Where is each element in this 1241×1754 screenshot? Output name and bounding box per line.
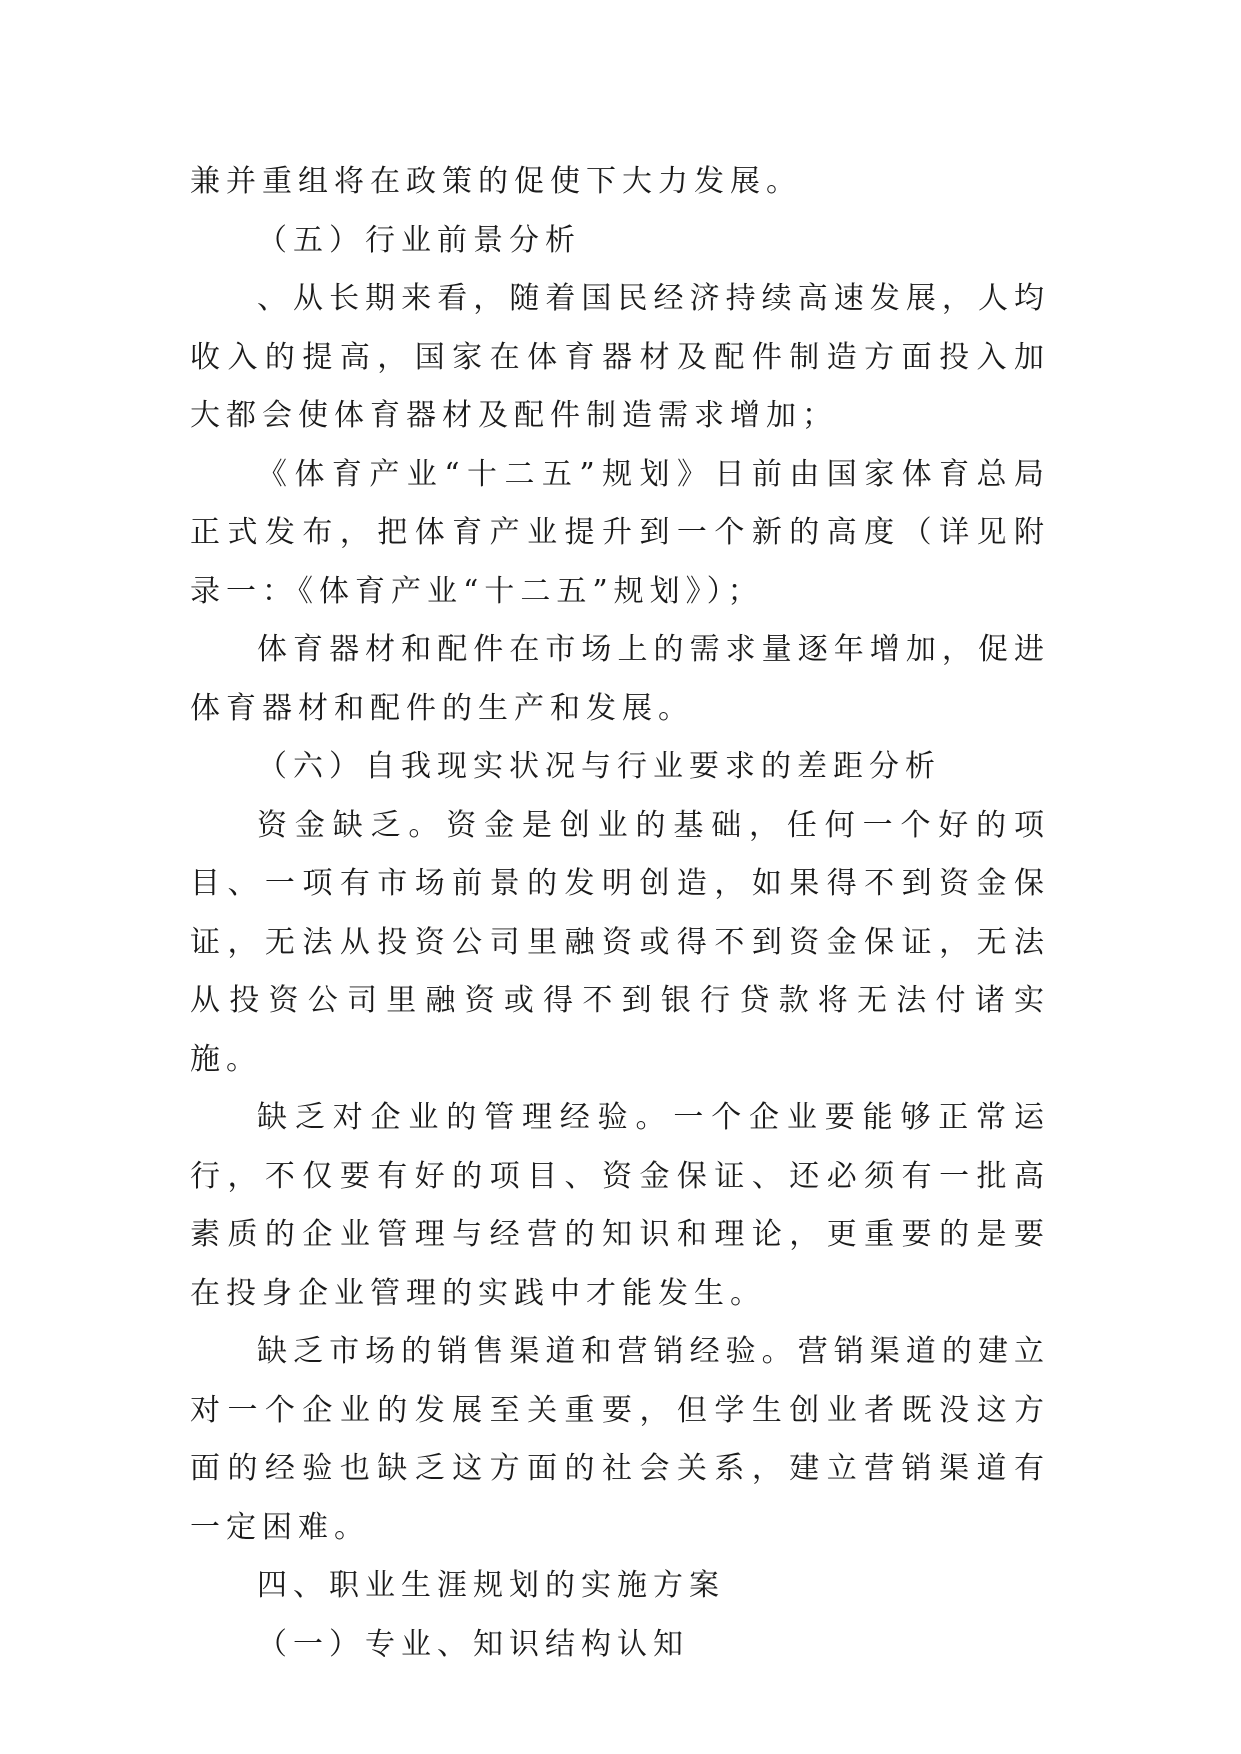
paragraph-management-experience: 缺乏对企业的管理经验。一个企业要能够正常运行，不仅要有好的项目、资金保证、还必须有一批高素质的企业管理与经营的知识和理论，更重要的是要在投身企业管理的实践中才能发生。 [190,1100,1050,1311]
section-heading-implementation-plan: 四、职业生涯规划的实施方案 [257,1568,725,1603]
paragraph-merger-conclusion: 兼并重组将在政策的促使下大力发展。 [190,164,802,199]
paragraph-market-demand: 体育器材和配件在市场上的需求量逐年增加，促进体育器材和配件的生产和发展。 [190,632,1050,726]
paragraph-long-term-outlook: 、从长期来看，随着国民经济持续高速发展，人均收入的提高，国家在体育器材及配件制造方面投入加大都会使体育器材及配件制造需求增加； [190,281,1050,433]
paragraph-sports-plan: 《体育产业“十二五”规划》日前由国家体育总局正式发布，把体育产业提升到一个新的高度（详见附录一：《体育产业“十二五”规划》）； [190,456,1050,609]
document-body [190,153,1050,1674]
paragraph-funding-shortage: 资金缺乏。资金是创业的基础，任何一个好的项目、一项有市场前景的发明创造，如果得不到资金保证，无法从投资公司里融资或得不到资金保证，无法从投资公司里融资或得不到银行贷款将无法付诸实施。 [190,807,1050,1077]
section-heading-industry-outlook: （五）行业前景分析 [257,222,581,258]
section-heading-gap-analysis: （六）自我现实状况与行业要求的差距分析 [257,749,941,784]
paragraph-sales-channels: 缺乏市场的销售渠道和营销经验。营销渠道的建立对一个企业的发展至关重要，但学生创业者既没这方面的经验也缺乏这方面的社会关系，建立营销渠道有一定困难。 [190,1334,1050,1545]
section-heading-knowledge-structure: （一）专业、知识结构认知 [257,1626,689,1662]
